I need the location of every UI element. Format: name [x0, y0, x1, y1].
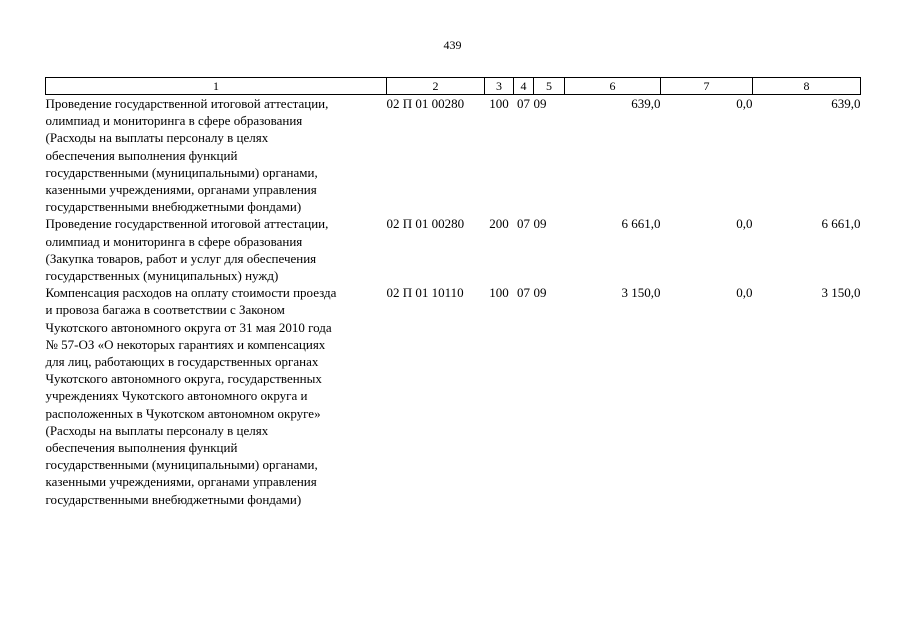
header-col-3: 3	[485, 78, 514, 95]
name-line: казенными учреждениями, органами управления	[45, 474, 317, 490]
budget-table	[45, 77, 861, 508]
name-line: (Расходы на выплаты персоналу в целях	[45, 422, 269, 438]
row-target-code: 02 П 01 10110	[386, 285, 464, 301]
name-line: олимпиад и мониторинга в сфере образования	[45, 233, 303, 249]
row-subsection: 09	[533, 216, 547, 232]
name-line: и провоза багажа в соответствии с Законом	[45, 302, 285, 318]
name-line: государственными внебюджетными фондами)	[45, 491, 302, 507]
row-value-col8: 639,0	[831, 96, 861, 111]
name-line: олимпиад и мониторинга в сфере образования	[45, 113, 303, 129]
header-col-2: 2	[387, 78, 485, 95]
header-col-7: 7	[661, 78, 753, 95]
header-col-6: 6	[565, 78, 661, 95]
table-row	[46, 284, 861, 508]
name-line: расположенных в Чукотском автономном округе»	[45, 405, 321, 421]
table-row	[46, 95, 861, 216]
name-line: для лиц, работающих в государственных органах	[45, 354, 319, 370]
name-line: казенными учреждениями, органами управления	[45, 182, 317, 198]
name-line: (Расходы на выплаты персоналу в целях	[45, 130, 269, 146]
row-value-col7: 0,0	[736, 216, 753, 232]
row-value-col6: 3 150,0	[621, 285, 661, 301]
page-number: 439	[443, 38, 462, 52]
name-line: обеспечения выполнения функций	[45, 440, 238, 456]
header-col-4: 4	[514, 78, 534, 95]
row-section: 07	[517, 285, 530, 301]
name-line: Проведение государственной итоговой аттестации,	[45, 96, 329, 111]
row-section: 07	[517, 96, 530, 111]
name-line: обеспечения выполнения функций	[45, 147, 238, 163]
row-expense-type: 200	[489, 216, 509, 232]
row-subsection: 09	[533, 96, 547, 111]
name-line: Чукотского автономного округа от 31 мая 2010 года	[45, 319, 332, 335]
row-name	[46, 284, 387, 508]
row-value-col8: 6 661,0	[821, 216, 861, 232]
row-value-col7: 0,0	[736, 96, 753, 111]
name-line: Чукотского автономного округа, государственных	[45, 371, 322, 387]
name-line: государственными внебюджетными фондами)	[45, 199, 302, 215]
row-target-code: 02 П 01 00280	[386, 216, 465, 232]
name-line: государственными (муниципальными) органами,	[45, 164, 318, 180]
name-line: учреждениях Чукотского автономного округа и	[45, 388, 308, 404]
row-value-col8: 3 150,0	[821, 285, 861, 301]
name-line: Компенсация расходов на оплату стоимости проезда	[45, 285, 337, 301]
row-name	[46, 95, 387, 216]
row-value-col6: 639,0	[631, 96, 661, 111]
row-value-col7: 0,0	[736, 285, 753, 301]
row-target-code: 02 П 01 00280	[386, 96, 465, 111]
header-row	[46, 78, 861, 95]
row-subsection: 09	[533, 285, 547, 301]
row-section: 07	[517, 216, 530, 232]
row-name	[46, 215, 387, 284]
table-row	[46, 215, 861, 284]
header-col-1: 1	[46, 78, 387, 95]
name-line: государственных (муниципальных) нужд)	[45, 268, 279, 284]
row-expense-type: 100	[489, 285, 509, 301]
row-expense-type: 100	[489, 96, 509, 111]
name-line: № 57-ОЗ «О некоторых гарантиях и компенсациях	[45, 336, 326, 352]
name-line: государственными (муниципальными) органами,	[45, 457, 318, 473]
name-line: Проведение государственной итоговой аттестации,	[45, 216, 329, 232]
row-value-col6: 6 661,0	[621, 216, 661, 232]
header-col-8: 8	[753, 78, 861, 95]
name-line: (Закупка товаров, работ и услуг для обеспечения	[45, 250, 317, 266]
header-col-5: 5	[534, 78, 565, 95]
